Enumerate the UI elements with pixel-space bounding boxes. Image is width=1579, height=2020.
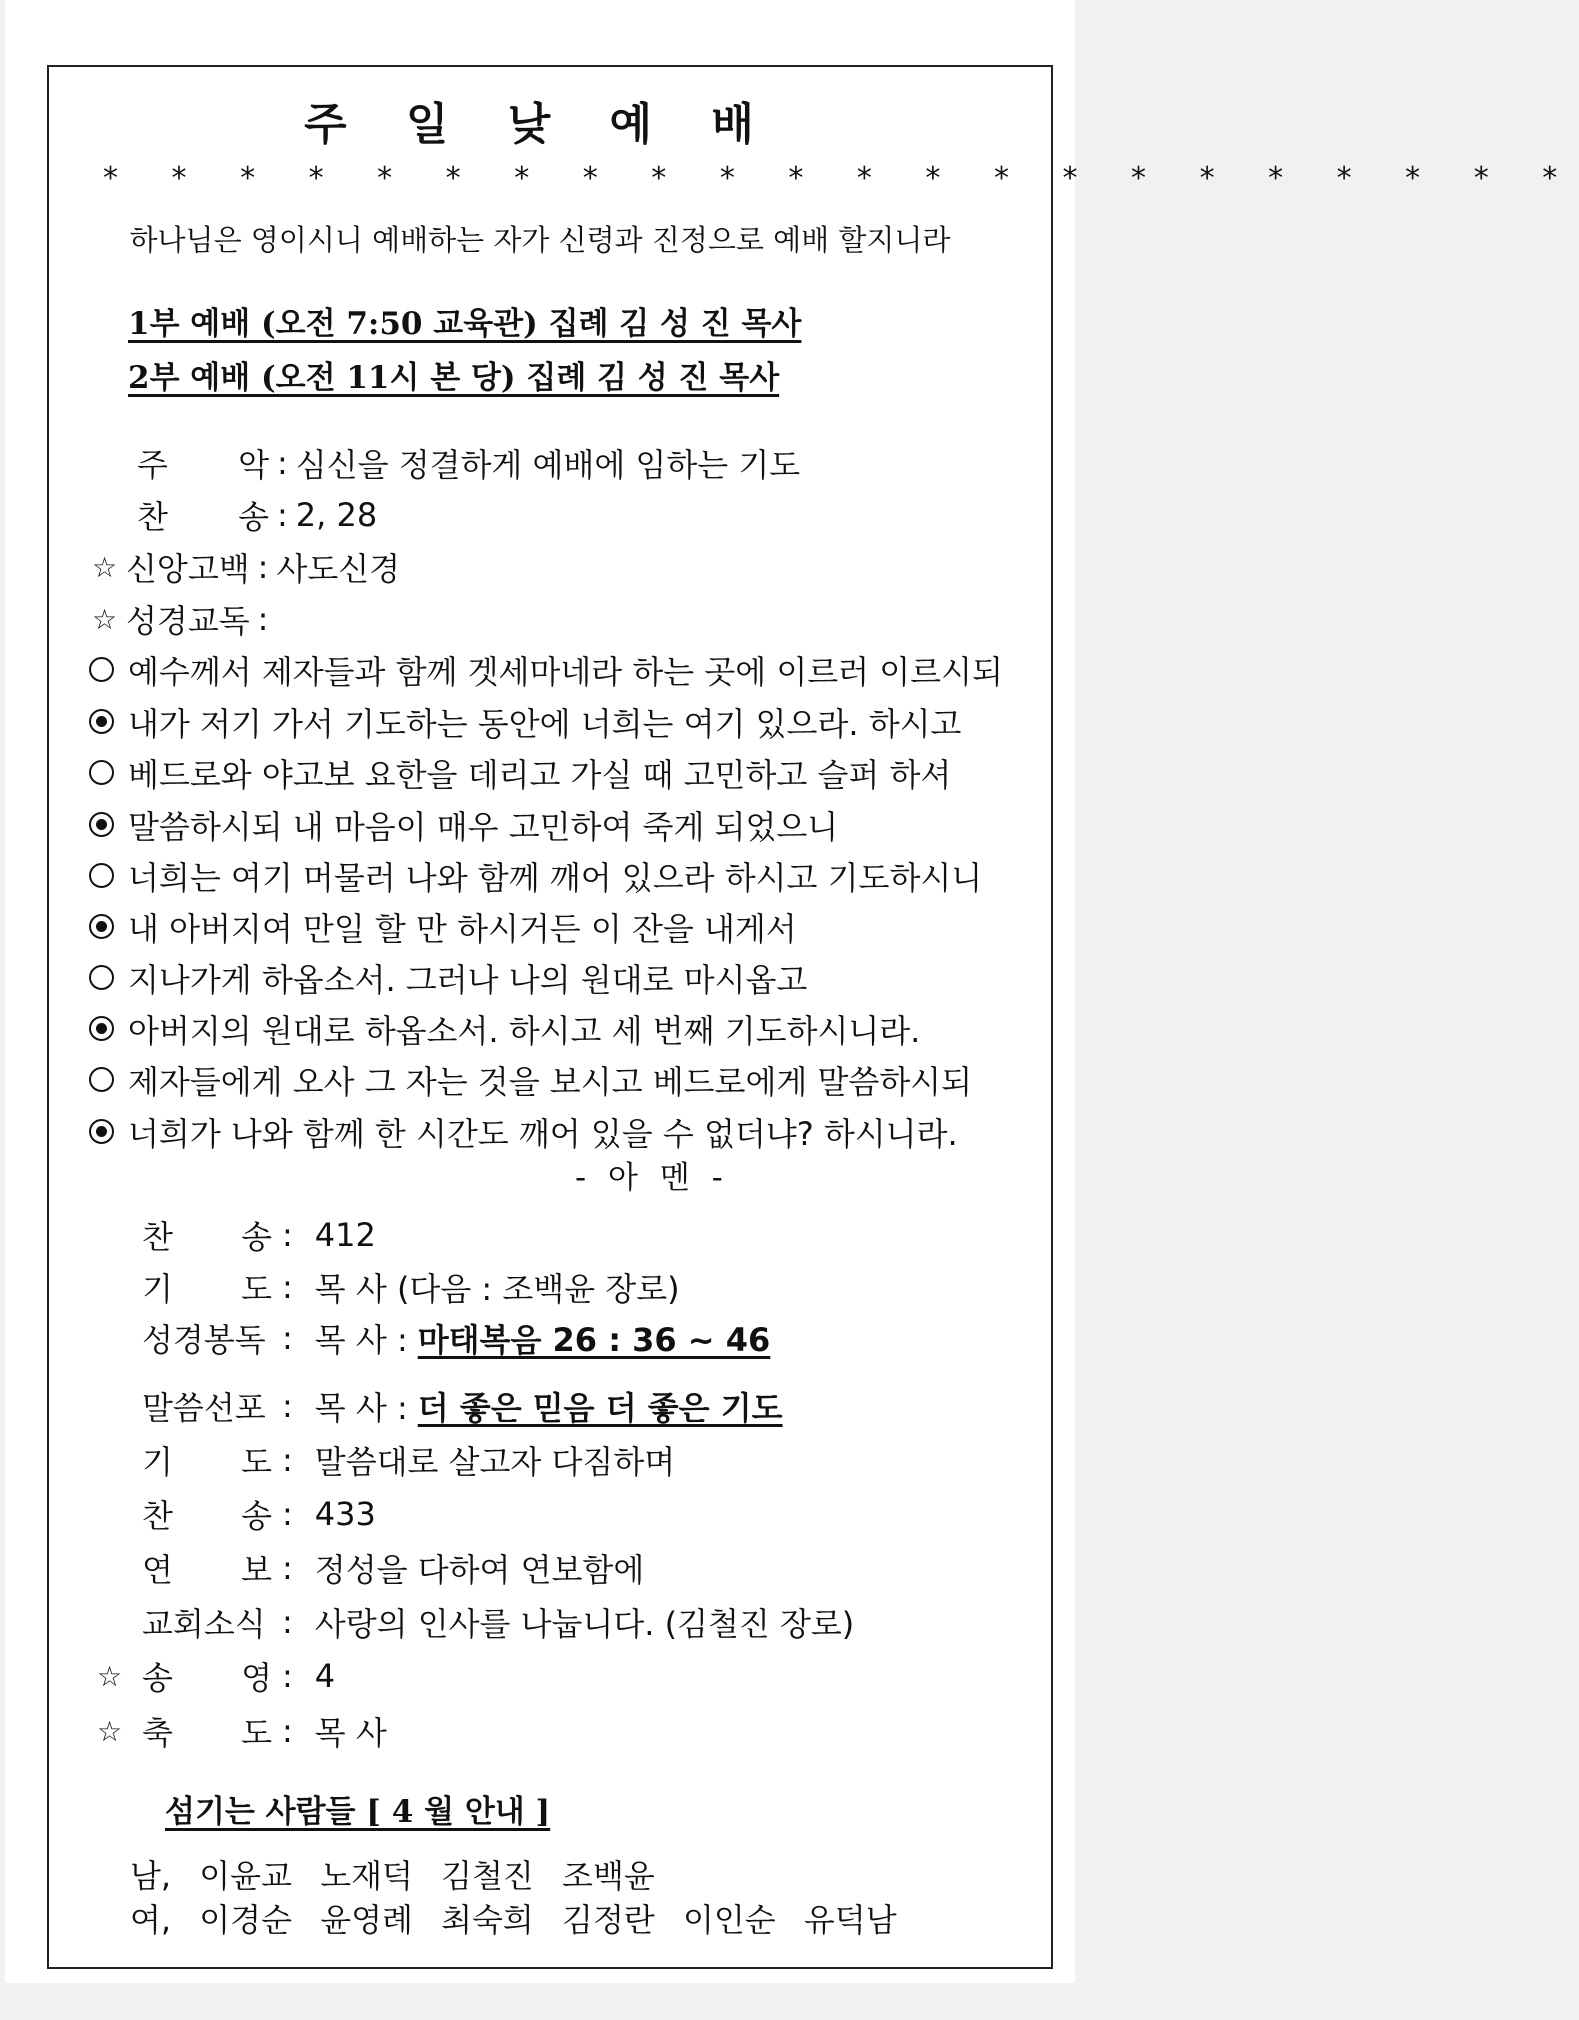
order-label: 신앙고백 (126, 550, 250, 588)
order-label: 축 도 (142, 1714, 272, 1752)
order-label: 찬 송 (142, 1218, 272, 1256)
order-label: 주 악 (137, 446, 269, 484)
usher-name: 최숙희 (441, 1901, 534, 1939)
open-circle-icon (86, 960, 122, 996)
sermon-title: 더 좋은 믿음 더 좋은 기도 (417, 1389, 783, 1427)
ushers-title: 섬기는 사람들 [ 4 월 안내 ] (165, 1794, 551, 1830)
responsive-line-congregation (86, 1114, 958, 1153)
colon: : (282, 1216, 293, 1254)
order-value: 433 (314, 1495, 376, 1533)
order-label: 기 도 (142, 1443, 272, 1481)
open-circle-icon (86, 652, 122, 688)
order-label: 기 도 (142, 1270, 272, 1308)
responsive-line-congregation (86, 909, 797, 948)
colon: : (282, 1268, 293, 1306)
responsive-line-congregation (86, 704, 962, 743)
usher-name: 이경순 (199, 1901, 293, 1939)
filled-circle-icon (86, 704, 122, 740)
responsive-line-congregation (86, 807, 839, 846)
filled-circle-icon (86, 909, 122, 945)
responsive-text: 내 아버지여 만일 할 만 하시거든 이 잔을 내게서 (128, 910, 797, 948)
order-item (137, 444, 801, 484)
colon: : (282, 1387, 293, 1425)
colon: : (277, 444, 288, 482)
ushers-men-label: 남, (130, 1857, 172, 1895)
usher-name: 김정란 (562, 1901, 655, 1939)
order-label: 송 영 (142, 1659, 272, 1697)
colon: : (282, 1441, 293, 1479)
order-item (137, 496, 378, 536)
usher-name: 이인순 (682, 1901, 776, 1939)
order-value: 사도신경 (276, 550, 401, 588)
responsive-text: 예수께서 제자들과 함께 겟세마네라 하는 곳에 이르러 이르시되 (128, 653, 1003, 691)
scripture-verse: 하나님은 영이시니 예배하는 자가 신령과 진정으로 예배 할지니라 (129, 223, 951, 257)
order-value: 412 (314, 1216, 376, 1254)
order-label: 찬 송 (137, 498, 269, 536)
scripture-reference: 마태복음 26 : 36 ~ 46 (417, 1321, 771, 1359)
order-label: 찬 송 (142, 1497, 272, 1535)
responsive-line-leader (86, 755, 952, 794)
stand-star-icon: ☆ (92, 550, 118, 584)
order-item (142, 1495, 376, 1535)
colon: : (282, 1495, 293, 1533)
responsive-line-leader (86, 652, 1003, 691)
usher-name: 조백윤 (562, 1857, 655, 1895)
colon: : (282, 1319, 293, 1357)
order-item (142, 1603, 855, 1643)
order-item-sermon (142, 1387, 783, 1427)
order-value: 사랑의 인사를 나눕니다. (김철진 장로) (314, 1605, 855, 1643)
responsive-text: 아버지의 원대로 하옵소서. 하시고 세 번째 기도하시니라. (128, 1012, 921, 1050)
ushers-women (130, 1895, 915, 1941)
filled-circle-icon (86, 1114, 122, 1150)
stand-star-icon: ☆ (92, 602, 118, 636)
filled-circle-icon (86, 1011, 122, 1047)
order-value: 목 사 (314, 1714, 387, 1752)
order-item-scripture (142, 1319, 771, 1359)
order-item-benediction (97, 1712, 387, 1752)
order-label: 성경교독 (126, 602, 250, 640)
usher-name: 유덕남 (803, 1901, 897, 1939)
page-title: 주 일 낮 예 배 (304, 99, 776, 150)
order-value: 말씀대로 살고자 다짐하며 (314, 1443, 676, 1481)
service-2-info: 2부 예배 (오전 11시 본 당) 집례 김 성 진 목사 (128, 360, 780, 396)
filled-circle-icon (86, 807, 122, 843)
responsive-line-leader (86, 858, 983, 897)
responsive-text: 너희는 여기 머물러 나와 함께 깨어 있으라 하시고 기도하시니 (128, 859, 983, 897)
open-circle-icon (86, 755, 122, 791)
stand-star-icon: ☆ (97, 1659, 123, 1693)
usher-name: 노재덕 (320, 1857, 413, 1895)
colon: : (277, 496, 288, 534)
responsive-text: 내가 저기 가서 기도하는 동안에 너희는 여기 있으라. 하시고 (128, 705, 962, 743)
ushers-men (130, 1851, 673, 1897)
star-divider: * * * * * * * * * * * * * * * * * * * * * * (103, 161, 1579, 196)
order-item (142, 1549, 645, 1589)
order-value: 4 (314, 1657, 336, 1695)
open-circle-icon (86, 1062, 122, 1098)
responsive-text: 지나가게 하옵소서. 그러나 나의 원대로 마시옵고 (128, 961, 808, 999)
order-item (142, 1441, 676, 1481)
order-label: 연 보 (142, 1551, 272, 1589)
stand-star-icon: ☆ (97, 1714, 123, 1748)
order-item (142, 1268, 680, 1308)
order-prefix: 목 사 : (314, 1321, 408, 1359)
service-1-info: 1부 예배 (오전 7:50 교육관) 집례 김 성 진 목사 (128, 306, 802, 342)
order-prefix: 목 사 : (314, 1389, 408, 1427)
responsive-text: 말씀하시되 내 마음이 매우 고민하여 죽게 되었으니 (128, 808, 839, 846)
order-value: 목 사 (다음 : 조백윤 장로) (314, 1270, 680, 1308)
order-value: 2, 28 (295, 496, 378, 534)
responsive-text: 너희가 나와 함께 한 시간도 깨어 있을 수 없더냐? 하시니라. (128, 1115, 958, 1153)
colon: : (282, 1603, 293, 1641)
amen: - 아 멘 - (575, 1160, 729, 1196)
colon: : (257, 600, 269, 638)
ushers-women-label: 여, (130, 1901, 172, 1939)
usher-name: 이윤교 (199, 1857, 293, 1895)
order-label: 성경봉독 (142, 1321, 266, 1359)
usher-name: 윤영례 (320, 1901, 413, 1939)
responsive-line-leader (86, 960, 808, 999)
colon: : (282, 1657, 293, 1695)
usher-name: 김철진 (441, 1857, 534, 1895)
order-label: 교회소식 (142, 1605, 266, 1643)
order-item (142, 1216, 376, 1256)
order-item-doxology (97, 1657, 336, 1697)
colon: : (282, 1712, 293, 1750)
responsive-line-congregation (86, 1011, 921, 1050)
open-circle-icon (86, 858, 122, 894)
order-value: 심신을 정결하게 예배에 임하는 기도 (295, 446, 801, 484)
responsive-text: 베드로와 야고보 요한을 데리고 가실 때 고민하고 슬퍼 하셔 (128, 756, 952, 794)
colon: : (282, 1549, 293, 1587)
order-item-reading (92, 600, 276, 640)
order-label: 말씀선포 (142, 1389, 266, 1427)
responsive-text: 제자들에게 오사 그 자는 것을 보시고 베드로에게 말씀하시되 (128, 1063, 973, 1101)
colon: : (257, 548, 269, 586)
order-item-creed (92, 548, 401, 588)
order-value: 정성을 다하여 연보함에 (314, 1551, 645, 1589)
responsive-line-leader (86, 1062, 973, 1101)
